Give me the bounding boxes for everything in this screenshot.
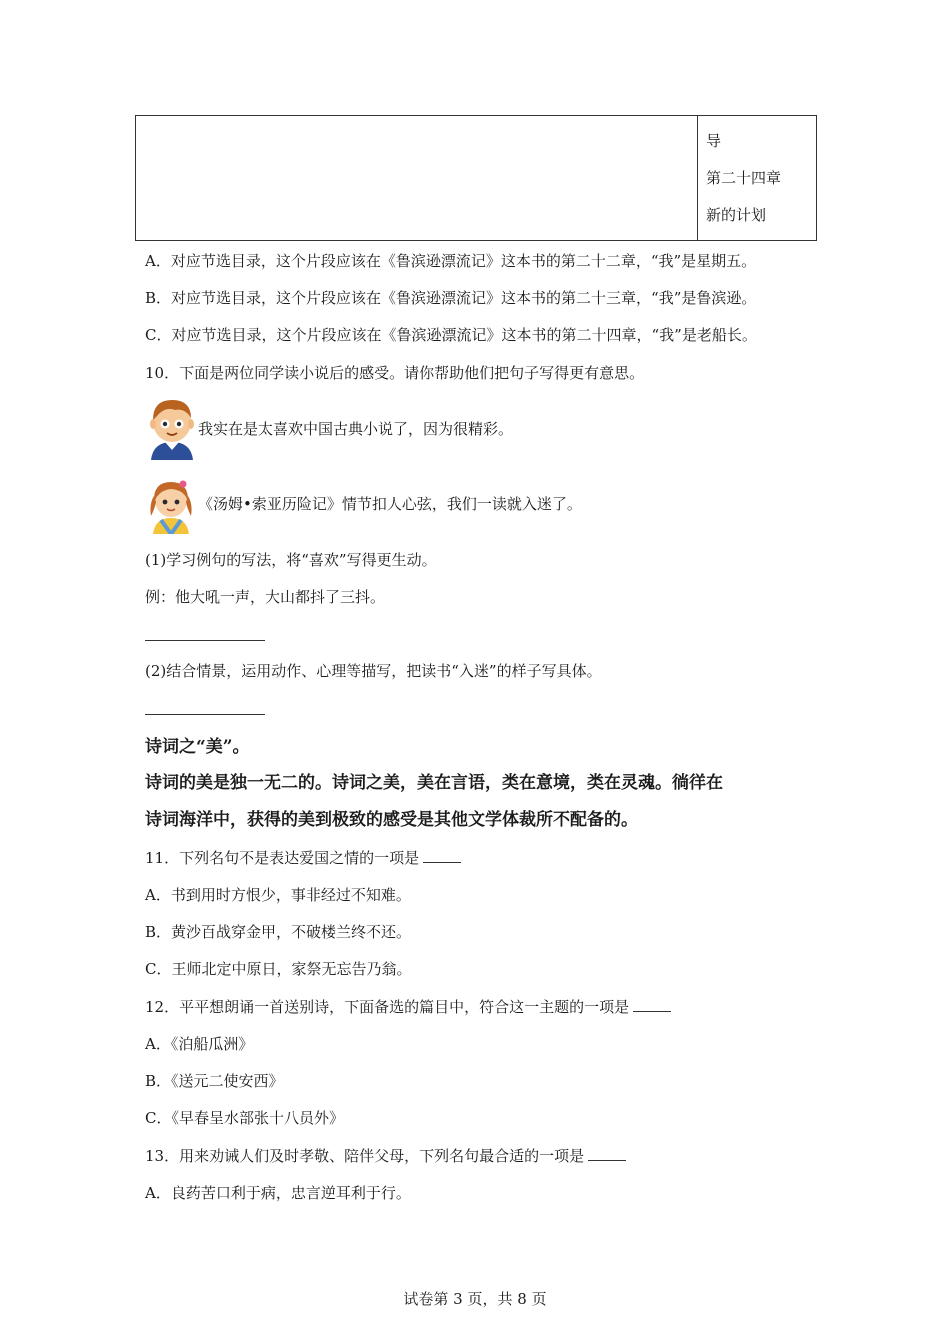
q10-sub2: (2)结合情景，运用动作、心理等描写，把读书“入迷”的样子写具体。 <box>145 662 602 680</box>
girl-avatar-icon <box>145 474 197 534</box>
q12-answer-blank[interactable] <box>633 997 671 1012</box>
q11-stem-row <box>145 848 461 868</box>
q13-stem-row <box>145 1146 626 1166</box>
q13-option-a: A．良药苦口利于病，忠言逆耳利于行。 <box>145 1184 411 1202</box>
q9-option-b: B．对应节选目录，这个片段应该在《鲁滨逊漂流记》这本书的第二十三章，“我”是鲁滨逊。 <box>145 289 757 307</box>
boy-speech: 我实在是太喜欢中国古典小说了，因为很精彩。 <box>198 420 514 438</box>
q11-option-b: B．黄沙百战穿金甲，不破楼兰终不还。 <box>145 923 412 941</box>
boy-avatar-icon <box>145 396 199 460</box>
section-title: 诗词之“美”。 <box>145 737 250 757</box>
q12-option-a: A．《泊船瓜洲》 <box>145 1035 254 1053</box>
q12-stem: 12．平平想朗诵一首送别诗，下面备选的篇目中，符合这一主题的一项是 <box>145 998 630 1016</box>
table-cell-line: 导 <box>706 132 722 150</box>
q9-option-c: C．对应节选目录，这个片段应该在《鲁滨逊漂流记》这本书的第二十四章，“我”是老船长。 <box>145 326 757 344</box>
q9-option-a: A．对应节选目录，这个片段应该在《鲁滨逊漂流记》这本书的第二十二章，“我”是星期五。 <box>145 252 757 270</box>
section-intro-line2: 诗词海洋中，获得的美到极致的感受是其他文学体裁所不配备的。 <box>145 810 638 830</box>
outline-table-left-cell <box>136 116 698 241</box>
q12-option-b: B．《送元二使安西》 <box>145 1072 284 1090</box>
q11-option-a: A．书到用时方恨少，事非经过不知难。 <box>145 886 411 904</box>
q11-option-c: C．王师北定中原日，家祭无忘告乃翁。 <box>145 960 412 978</box>
table-cell-line: 新的计划 <box>706 206 767 224</box>
q10-sub1: (1)学习例句的写法，将“喜欢”写得更生动。 <box>145 551 437 569</box>
q10-example: 例：他大吼一声，大山都抖了三抖。 <box>145 588 386 606</box>
q11-answer-blank[interactable] <box>423 848 461 863</box>
q12-stem-row <box>145 997 671 1017</box>
section-intro-line1: 诗词的美是独一无二的。诗词之美，美在言语，类在意境，类在灵魂。徜徉在 <box>145 773 723 793</box>
q11-stem: 11．下列名句不是表达爱国之情的一项是 <box>145 849 420 867</box>
page-footer: 试卷第 3 页，共 8 页 <box>403 1290 547 1308</box>
answer-blank-1[interactable] <box>145 640 265 641</box>
q13-stem: 13．用来劝诫人们及时孝敬、陪伴父母，下列名句最合适的一项是 <box>145 1147 585 1165</box>
q13-answer-blank[interactable] <box>588 1146 626 1161</box>
girl-speech: 《汤姆•索亚历险记》情节扣人心弦，我们一读就入迷了。 <box>198 495 582 513</box>
q10-stem: 10．下面是两位同学读小说后的感受。请你帮助他们把句子写得更有意思。 <box>145 364 645 382</box>
q12-option-c: C．《早春呈水部张十八员外》 <box>145 1109 344 1127</box>
table-cell-line: 第二十四章 <box>706 169 782 187</box>
answer-blank-2[interactable] <box>145 714 265 715</box>
